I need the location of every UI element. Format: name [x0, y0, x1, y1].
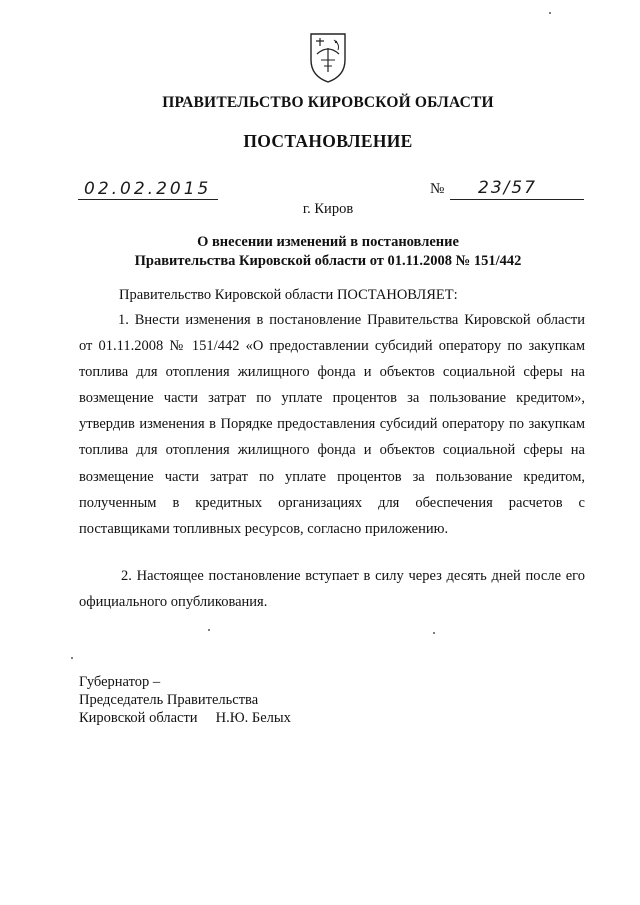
signature-line-1: Губернатор –	[79, 674, 161, 690]
date-underline	[78, 199, 218, 200]
document-subject	[0, 233, 640, 271]
paragraph-2: 2. Настоящее постановление вступает в силу через десять дней после его официального опубликования.	[79, 568, 585, 611]
scan-speck	[71, 657, 73, 659]
signature-block	[79, 674, 291, 727]
subject-line-2: Правительства Кировской области от 01.11.2008 № 151/442	[134, 253, 522, 269]
document-type-title: ПОСТАНОВЛЕНИЕ	[243, 131, 413, 151]
scan-speck	[208, 629, 210, 631]
resolution-intro: Правительство Кировской области ПОСТАНОВЛЯЕТ:	[119, 287, 458, 303]
number-underline	[450, 199, 584, 200]
city-label: г. Киров	[302, 201, 354, 217]
government-title: ПРАВИТЕЛЬСТВО КИРОВСКОЙ ОБЛАСТИ	[162, 94, 494, 111]
handwritten-date: 02.02.2015	[84, 179, 212, 199]
subject-line-1: О внесении изменений в постановление	[197, 234, 459, 250]
signature-line-2: Председатель Правительства	[79, 691, 259, 708]
number-label: №	[430, 181, 445, 197]
signature-line-3: Кировской области Н.Ю. Белых	[79, 709, 291, 726]
kirov-oblast-coat-of-arms-icon	[307, 30, 349, 84]
paragraph-1: 1. Внести изменения в постановление Правительства Кировской области от 01.11.2008 № 151/442 «О предоставлении субсидий оператору по закупкам топлива для отопления жилищного фонда и объектов социальной сферы на возмещение части затрат по уплате процентов за пользование кредитом», утвердив изменения в Порядке предоставления субсидий оператору по закупкам топлива для отопления жилищного фонда и объектов социальной сферы на возмещение части затрат по уплате процентов за пользование кредитом, полученным в кредитных организациях для обеспечения расчетов с поставщиками топливных ресурсов, согласно приложению.	[79, 312, 585, 537]
handwritten-number: 23/57	[478, 178, 537, 198]
scan-speck	[433, 632, 435, 634]
scan-speck	[549, 12, 551, 14]
